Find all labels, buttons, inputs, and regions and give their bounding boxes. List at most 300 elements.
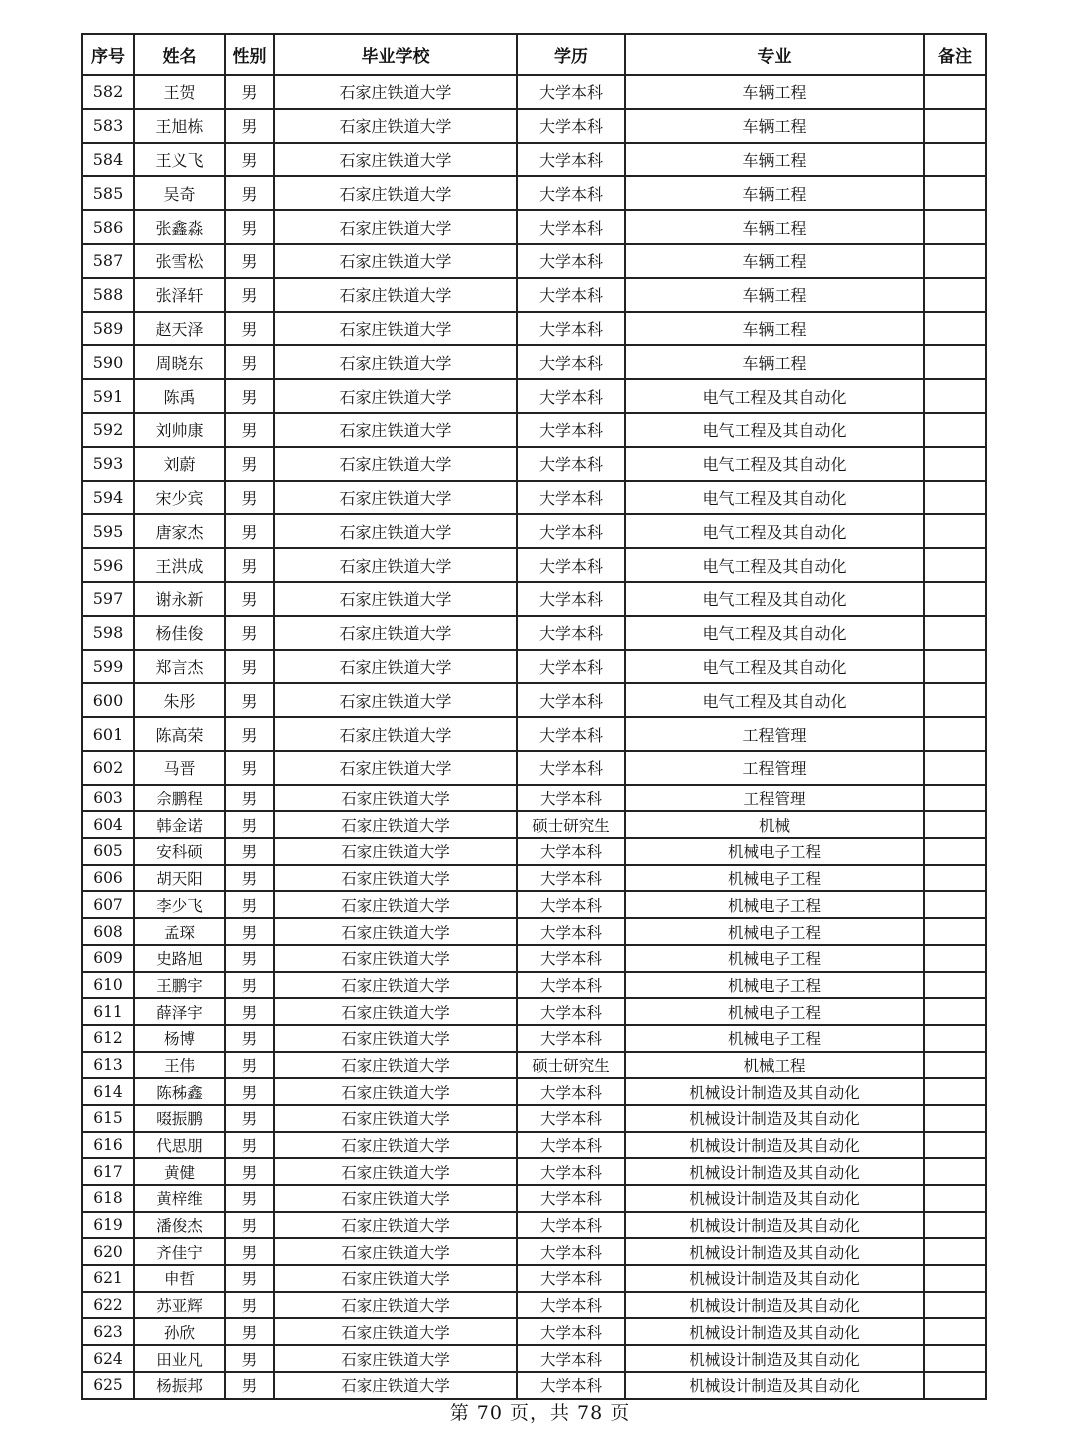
cell-remarks xyxy=(924,1052,986,1079)
cell-school: 石家庄铁道大学 xyxy=(274,1292,517,1319)
cell-school: 石家庄铁道大学 xyxy=(274,176,517,210)
cell-school: 石家庄铁道大学 xyxy=(274,244,517,278)
cell-degree: 大学本科 xyxy=(517,379,625,413)
cell-name: 郑言杰 xyxy=(134,650,225,684)
cell-index: 593 xyxy=(82,447,134,481)
table-row xyxy=(82,1078,986,1105)
cell-degree: 大学本科 xyxy=(517,945,625,972)
table-row xyxy=(82,811,986,838)
table-row xyxy=(82,413,986,447)
cell-name: 杨博 xyxy=(134,1025,225,1052)
cell-name: 刘帅康 xyxy=(134,413,225,447)
cell-major: 电气工程及其自动化 xyxy=(625,650,924,684)
cell-degree: 大学本科 xyxy=(517,891,625,918)
cell-name: 李少飞 xyxy=(134,891,225,918)
cell-remarks xyxy=(924,1265,986,1292)
cell-degree: 大学本科 xyxy=(517,751,625,785)
cell-degree: 大学本科 xyxy=(517,918,625,945)
cell-degree: 大学本科 xyxy=(517,75,625,109)
cell-gender: 男 xyxy=(225,998,274,1025)
table-row xyxy=(82,481,986,515)
cell-gender: 男 xyxy=(225,785,274,812)
cell-name: 黄梓维 xyxy=(134,1185,225,1212)
table-row xyxy=(82,785,986,812)
table-body xyxy=(82,75,986,1399)
cell-degree: 大学本科 xyxy=(517,514,625,548)
cell-degree: 大学本科 xyxy=(517,683,625,717)
cell-name: 王旭栋 xyxy=(134,109,225,143)
table-row xyxy=(82,717,986,751)
cell-major: 机械设计制造及其自动化 xyxy=(625,1105,924,1132)
cell-gender: 男 xyxy=(225,838,274,865)
cell-name: 杨振邦 xyxy=(134,1372,225,1399)
cell-gender: 男 xyxy=(225,945,274,972)
cell-name: 张泽轩 xyxy=(134,278,225,312)
cell-major: 机械设计制造及其自动化 xyxy=(625,1345,924,1372)
cell-gender: 男 xyxy=(225,75,274,109)
cell-major: 机械电子工程 xyxy=(625,865,924,892)
cell-degree: 大学本科 xyxy=(517,865,625,892)
cell-school: 石家庄铁道大学 xyxy=(274,548,517,582)
cell-major: 工程管理 xyxy=(625,717,924,751)
cell-school: 石家庄铁道大学 xyxy=(274,109,517,143)
cell-gender: 男 xyxy=(225,413,274,447)
cell-major: 电气工程及其自动化 xyxy=(625,616,924,650)
cell-name: 孙欣 xyxy=(134,1318,225,1345)
cell-degree: 大学本科 xyxy=(517,1212,625,1239)
cell-name: 佘鹏程 xyxy=(134,785,225,812)
cell-gender: 男 xyxy=(225,1105,274,1132)
cell-school: 石家庄铁道大学 xyxy=(274,75,517,109)
cell-gender: 男 xyxy=(225,650,274,684)
cell-name: 田业凡 xyxy=(134,1345,225,1372)
cell-major: 机械电子工程 xyxy=(625,838,924,865)
cell-remarks xyxy=(924,650,986,684)
cell-major: 机械电子工程 xyxy=(625,891,924,918)
cell-name: 史路旭 xyxy=(134,945,225,972)
table-row xyxy=(82,865,986,892)
cell-major: 车辆工程 xyxy=(625,278,924,312)
cell-index: 624 xyxy=(82,1345,134,1372)
cell-gender: 男 xyxy=(225,514,274,548)
cell-major: 电气工程及其自动化 xyxy=(625,481,924,515)
cell-degree: 大学本科 xyxy=(517,1105,625,1132)
cell-index: 609 xyxy=(82,945,134,972)
cell-remarks xyxy=(924,1132,986,1159)
cell-name: 孟琛 xyxy=(134,918,225,945)
cell-name: 刘蔚 xyxy=(134,447,225,481)
cell-degree: 大学本科 xyxy=(517,1158,625,1185)
header-index: 序号 xyxy=(82,34,134,75)
cell-degree: 大学本科 xyxy=(517,413,625,447)
cell-index: 594 xyxy=(82,481,134,515)
cell-remarks xyxy=(924,717,986,751)
cell-remarks xyxy=(924,176,986,210)
cell-major: 车辆工程 xyxy=(625,109,924,143)
table-row xyxy=(82,143,986,177)
cell-school: 石家庄铁道大学 xyxy=(274,1372,517,1399)
cell-index: 618 xyxy=(82,1185,134,1212)
cell-major: 车辆工程 xyxy=(625,312,924,346)
cell-major: 机械电子工程 xyxy=(625,972,924,999)
cell-gender: 男 xyxy=(225,717,274,751)
cell-major: 车辆工程 xyxy=(625,210,924,244)
cell-gender: 男 xyxy=(225,1265,274,1292)
cell-school: 石家庄铁道大学 xyxy=(274,1212,517,1239)
cell-remarks xyxy=(924,918,986,945)
cell-degree: 大学本科 xyxy=(517,481,625,515)
cell-remarks xyxy=(924,838,986,865)
cell-name: 苏亚辉 xyxy=(134,1292,225,1319)
cell-remarks xyxy=(924,210,986,244)
header-remarks: 备注 xyxy=(924,34,986,75)
cell-major: 机械设计制造及其自动化 xyxy=(625,1372,924,1399)
cell-remarks xyxy=(924,972,986,999)
table-row xyxy=(82,998,986,1025)
cell-remarks xyxy=(924,1185,986,1212)
cell-name: 陈高荣 xyxy=(134,717,225,751)
cell-school: 石家庄铁道大学 xyxy=(274,785,517,812)
cell-name: 胡天阳 xyxy=(134,865,225,892)
cell-school: 石家庄铁道大学 xyxy=(274,413,517,447)
header-name: 姓名 xyxy=(134,34,225,75)
cell-name: 薛泽宇 xyxy=(134,998,225,1025)
cell-major: 车辆工程 xyxy=(625,345,924,379)
cell-remarks xyxy=(924,481,986,515)
table-row xyxy=(82,1265,986,1292)
table-row xyxy=(82,75,986,109)
table-row xyxy=(82,176,986,210)
cell-remarks xyxy=(924,945,986,972)
cell-name: 王伟 xyxy=(134,1052,225,1079)
table-row xyxy=(82,548,986,582)
header-degree: 学历 xyxy=(517,34,625,75)
cell-major: 车辆工程 xyxy=(625,143,924,177)
cell-index: 606 xyxy=(82,865,134,892)
cell-gender: 男 xyxy=(225,891,274,918)
header-row xyxy=(82,34,986,75)
cell-index: 617 xyxy=(82,1158,134,1185)
cell-school: 石家庄铁道大学 xyxy=(274,1185,517,1212)
cell-name: 王义飞 xyxy=(134,143,225,177)
cell-degree: 大学本科 xyxy=(517,838,625,865)
cell-degree: 大学本科 xyxy=(517,1265,625,1292)
cell-name: 啜振鹏 xyxy=(134,1105,225,1132)
cell-index: 602 xyxy=(82,751,134,785)
cell-school: 石家庄铁道大学 xyxy=(274,312,517,346)
page-number: 第 70 页，共 78 页 xyxy=(449,1402,631,1424)
cell-remarks xyxy=(924,244,986,278)
cell-school: 石家庄铁道大学 xyxy=(274,891,517,918)
cell-remarks xyxy=(924,312,986,346)
cell-degree: 大学本科 xyxy=(517,278,625,312)
cell-gender: 男 xyxy=(225,972,274,999)
cell-remarks xyxy=(924,1318,986,1345)
cell-degree: 大学本科 xyxy=(517,785,625,812)
table-row xyxy=(82,1318,986,1345)
table-row xyxy=(82,891,986,918)
table-row xyxy=(82,945,986,972)
table-row xyxy=(82,1212,986,1239)
cell-major: 电气工程及其自动化 xyxy=(625,548,924,582)
cell-major: 机械设计制造及其自动化 xyxy=(625,1132,924,1159)
cell-gender: 男 xyxy=(225,548,274,582)
cell-degree: 大学本科 xyxy=(517,616,625,650)
cell-remarks xyxy=(924,998,986,1025)
cell-school: 石家庄铁道大学 xyxy=(274,838,517,865)
table-row xyxy=(82,1345,986,1372)
cell-index: 612 xyxy=(82,1025,134,1052)
cell-remarks xyxy=(924,865,986,892)
table-row xyxy=(82,650,986,684)
cell-degree: 大学本科 xyxy=(517,1185,625,1212)
cell-school: 石家庄铁道大学 xyxy=(274,1078,517,1105)
table-row xyxy=(82,514,986,548)
table-row xyxy=(82,582,986,616)
cell-index: 607 xyxy=(82,891,134,918)
cell-school: 石家庄铁道大学 xyxy=(274,1132,517,1159)
table-row xyxy=(82,616,986,650)
cell-degree: 大学本科 xyxy=(517,1078,625,1105)
cell-gender: 男 xyxy=(225,345,274,379)
cell-gender: 男 xyxy=(225,582,274,616)
cell-remarks xyxy=(924,785,986,812)
cell-gender: 男 xyxy=(225,1185,274,1212)
cell-school: 石家庄铁道大学 xyxy=(274,345,517,379)
cell-degree: 大学本科 xyxy=(517,312,625,346)
roster-table xyxy=(81,33,987,1400)
cell-index: 600 xyxy=(82,683,134,717)
cell-major: 机械电子工程 xyxy=(625,998,924,1025)
cell-gender: 男 xyxy=(225,918,274,945)
cell-school: 石家庄铁道大学 xyxy=(274,278,517,312)
cell-major: 车辆工程 xyxy=(625,244,924,278)
cell-major: 机械 xyxy=(625,811,924,838)
cell-school: 石家庄铁道大学 xyxy=(274,1318,517,1345)
cell-remarks xyxy=(924,1078,986,1105)
cell-name: 马晋 xyxy=(134,751,225,785)
cell-name: 陈禹 xyxy=(134,379,225,413)
cell-degree: 大学本科 xyxy=(517,447,625,481)
cell-school: 石家庄铁道大学 xyxy=(274,481,517,515)
cell-major: 机械设计制造及其自动化 xyxy=(625,1212,924,1239)
cell-index: 619 xyxy=(82,1212,134,1239)
cell-school: 石家庄铁道大学 xyxy=(274,1238,517,1265)
cell-index: 590 xyxy=(82,345,134,379)
table-row xyxy=(82,379,986,413)
cell-remarks xyxy=(924,751,986,785)
table-row xyxy=(82,1105,986,1132)
cell-remarks xyxy=(924,143,986,177)
cell-major: 机械设计制造及其自动化 xyxy=(625,1158,924,1185)
cell-remarks xyxy=(924,582,986,616)
table-row xyxy=(82,210,986,244)
cell-school: 石家庄铁道大学 xyxy=(274,1345,517,1372)
cell-index: 604 xyxy=(82,811,134,838)
cell-degree: 大学本科 xyxy=(517,244,625,278)
cell-school: 石家庄铁道大学 xyxy=(274,683,517,717)
cell-index: 596 xyxy=(82,548,134,582)
cell-name: 申哲 xyxy=(134,1265,225,1292)
cell-remarks xyxy=(924,75,986,109)
table-row xyxy=(82,109,986,143)
cell-degree: 大学本科 xyxy=(517,582,625,616)
cell-major: 电气工程及其自动化 xyxy=(625,413,924,447)
cell-school: 石家庄铁道大学 xyxy=(274,650,517,684)
cell-major: 电气工程及其自动化 xyxy=(625,582,924,616)
table-row xyxy=(82,1372,986,1399)
cell-remarks xyxy=(924,278,986,312)
cell-gender: 男 xyxy=(225,1212,274,1239)
cell-degree: 大学本科 xyxy=(517,717,625,751)
cell-major: 电气工程及其自动化 xyxy=(625,514,924,548)
cell-name: 潘俊杰 xyxy=(134,1212,225,1239)
cell-name: 黄健 xyxy=(134,1158,225,1185)
cell-index: 621 xyxy=(82,1265,134,1292)
cell-name: 韩金诺 xyxy=(134,811,225,838)
cell-major: 工程管理 xyxy=(625,785,924,812)
cell-remarks xyxy=(924,1292,986,1319)
cell-index: 585 xyxy=(82,176,134,210)
cell-major: 车辆工程 xyxy=(625,75,924,109)
cell-school: 石家庄铁道大学 xyxy=(274,210,517,244)
cell-remarks xyxy=(924,447,986,481)
cell-school: 石家庄铁道大学 xyxy=(274,379,517,413)
table-row xyxy=(82,1292,986,1319)
cell-school: 石家庄铁道大学 xyxy=(274,811,517,838)
cell-remarks xyxy=(924,1025,986,1052)
cell-degree: 大学本科 xyxy=(517,143,625,177)
cell-major: 机械设计制造及其自动化 xyxy=(625,1292,924,1319)
cell-name: 唐家杰 xyxy=(134,514,225,548)
cell-degree: 大学本科 xyxy=(517,972,625,999)
cell-school: 石家庄铁道大学 xyxy=(274,751,517,785)
cell-index: 587 xyxy=(82,244,134,278)
table-row xyxy=(82,1238,986,1265)
cell-remarks xyxy=(924,1345,986,1372)
cell-name: 张鑫淼 xyxy=(134,210,225,244)
cell-index: 595 xyxy=(82,514,134,548)
cell-remarks xyxy=(924,548,986,582)
table-row xyxy=(82,972,986,999)
cell-remarks xyxy=(924,514,986,548)
cell-school: 石家庄铁道大学 xyxy=(274,1265,517,1292)
header-gender: 性别 xyxy=(225,34,274,75)
cell-degree: 大学本科 xyxy=(517,1345,625,1372)
cell-name: 王鹏宇 xyxy=(134,972,225,999)
cell-major: 机械设计制造及其自动化 xyxy=(625,1318,924,1345)
cell-remarks xyxy=(924,1158,986,1185)
cell-gender: 男 xyxy=(225,865,274,892)
cell-index: 589 xyxy=(82,312,134,346)
cell-name: 吴奇 xyxy=(134,176,225,210)
cell-index: 588 xyxy=(82,278,134,312)
cell-index: 620 xyxy=(82,1238,134,1265)
cell-school: 石家庄铁道大学 xyxy=(274,972,517,999)
cell-gender: 男 xyxy=(225,751,274,785)
cell-gender: 男 xyxy=(225,379,274,413)
cell-remarks xyxy=(924,1372,986,1399)
table-row xyxy=(82,447,986,481)
cell-remarks xyxy=(924,1212,986,1239)
cell-index: 597 xyxy=(82,582,134,616)
cell-name: 王洪成 xyxy=(134,548,225,582)
cell-remarks xyxy=(924,1238,986,1265)
cell-name: 王贺 xyxy=(134,75,225,109)
table-row xyxy=(82,1185,986,1212)
cell-name: 张雪松 xyxy=(134,244,225,278)
cell-degree: 硕士研究生 xyxy=(517,811,625,838)
cell-degree: 大学本科 xyxy=(517,548,625,582)
cell-name: 杨佳俊 xyxy=(134,616,225,650)
cell-major: 电气工程及其自动化 xyxy=(625,379,924,413)
cell-gender: 男 xyxy=(225,1132,274,1159)
cell-school: 石家庄铁道大学 xyxy=(274,1052,517,1079)
cell-index: 614 xyxy=(82,1078,134,1105)
cell-gender: 男 xyxy=(225,1238,274,1265)
cell-gender: 男 xyxy=(225,210,274,244)
cell-remarks xyxy=(924,891,986,918)
cell-major: 机械设计制造及其自动化 xyxy=(625,1078,924,1105)
cell-gender: 男 xyxy=(225,1078,274,1105)
cell-school: 石家庄铁道大学 xyxy=(274,945,517,972)
cell-major: 机械设计制造及其自动化 xyxy=(625,1265,924,1292)
cell-degree: 大学本科 xyxy=(517,1292,625,1319)
cell-degree: 大学本科 xyxy=(517,998,625,1025)
cell-index: 611 xyxy=(82,998,134,1025)
cell-gender: 男 xyxy=(225,683,274,717)
header-school: 毕业学校 xyxy=(274,34,517,75)
cell-name: 朱彤 xyxy=(134,683,225,717)
cell-index: 625 xyxy=(82,1372,134,1399)
table-row xyxy=(82,1158,986,1185)
cell-degree: 硕士研究生 xyxy=(517,1052,625,1079)
cell-remarks xyxy=(924,811,986,838)
cell-major: 工程管理 xyxy=(625,751,924,785)
cell-degree: 大学本科 xyxy=(517,1238,625,1265)
cell-major: 机械设计制造及其自动化 xyxy=(625,1185,924,1212)
cell-index: 608 xyxy=(82,918,134,945)
table-row xyxy=(82,345,986,379)
cell-gender: 男 xyxy=(225,1292,274,1319)
cell-index: 599 xyxy=(82,650,134,684)
cell-major: 机械电子工程 xyxy=(625,1025,924,1052)
cell-index: 582 xyxy=(82,75,134,109)
cell-gender: 男 xyxy=(225,1318,274,1345)
cell-index: 591 xyxy=(82,379,134,413)
cell-index: 598 xyxy=(82,616,134,650)
cell-gender: 男 xyxy=(225,481,274,515)
cell-remarks xyxy=(924,109,986,143)
table-row xyxy=(82,683,986,717)
cell-index: 613 xyxy=(82,1052,134,1079)
cell-major: 电气工程及其自动化 xyxy=(625,683,924,717)
table-row xyxy=(82,918,986,945)
cell-school: 石家庄铁道大学 xyxy=(274,918,517,945)
cell-name: 代思朋 xyxy=(134,1132,225,1159)
cell-school: 石家庄铁道大学 xyxy=(274,514,517,548)
cell-major: 机械电子工程 xyxy=(625,945,924,972)
table-row xyxy=(82,312,986,346)
cell-gender: 男 xyxy=(225,244,274,278)
table-header xyxy=(82,34,986,75)
cell-name: 陈秭鑫 xyxy=(134,1078,225,1105)
cell-remarks xyxy=(924,683,986,717)
cell-school: 石家庄铁道大学 xyxy=(274,1105,517,1132)
cell-remarks xyxy=(924,616,986,650)
cell-major: 机械电子工程 xyxy=(625,918,924,945)
cell-gender: 男 xyxy=(225,1372,274,1399)
